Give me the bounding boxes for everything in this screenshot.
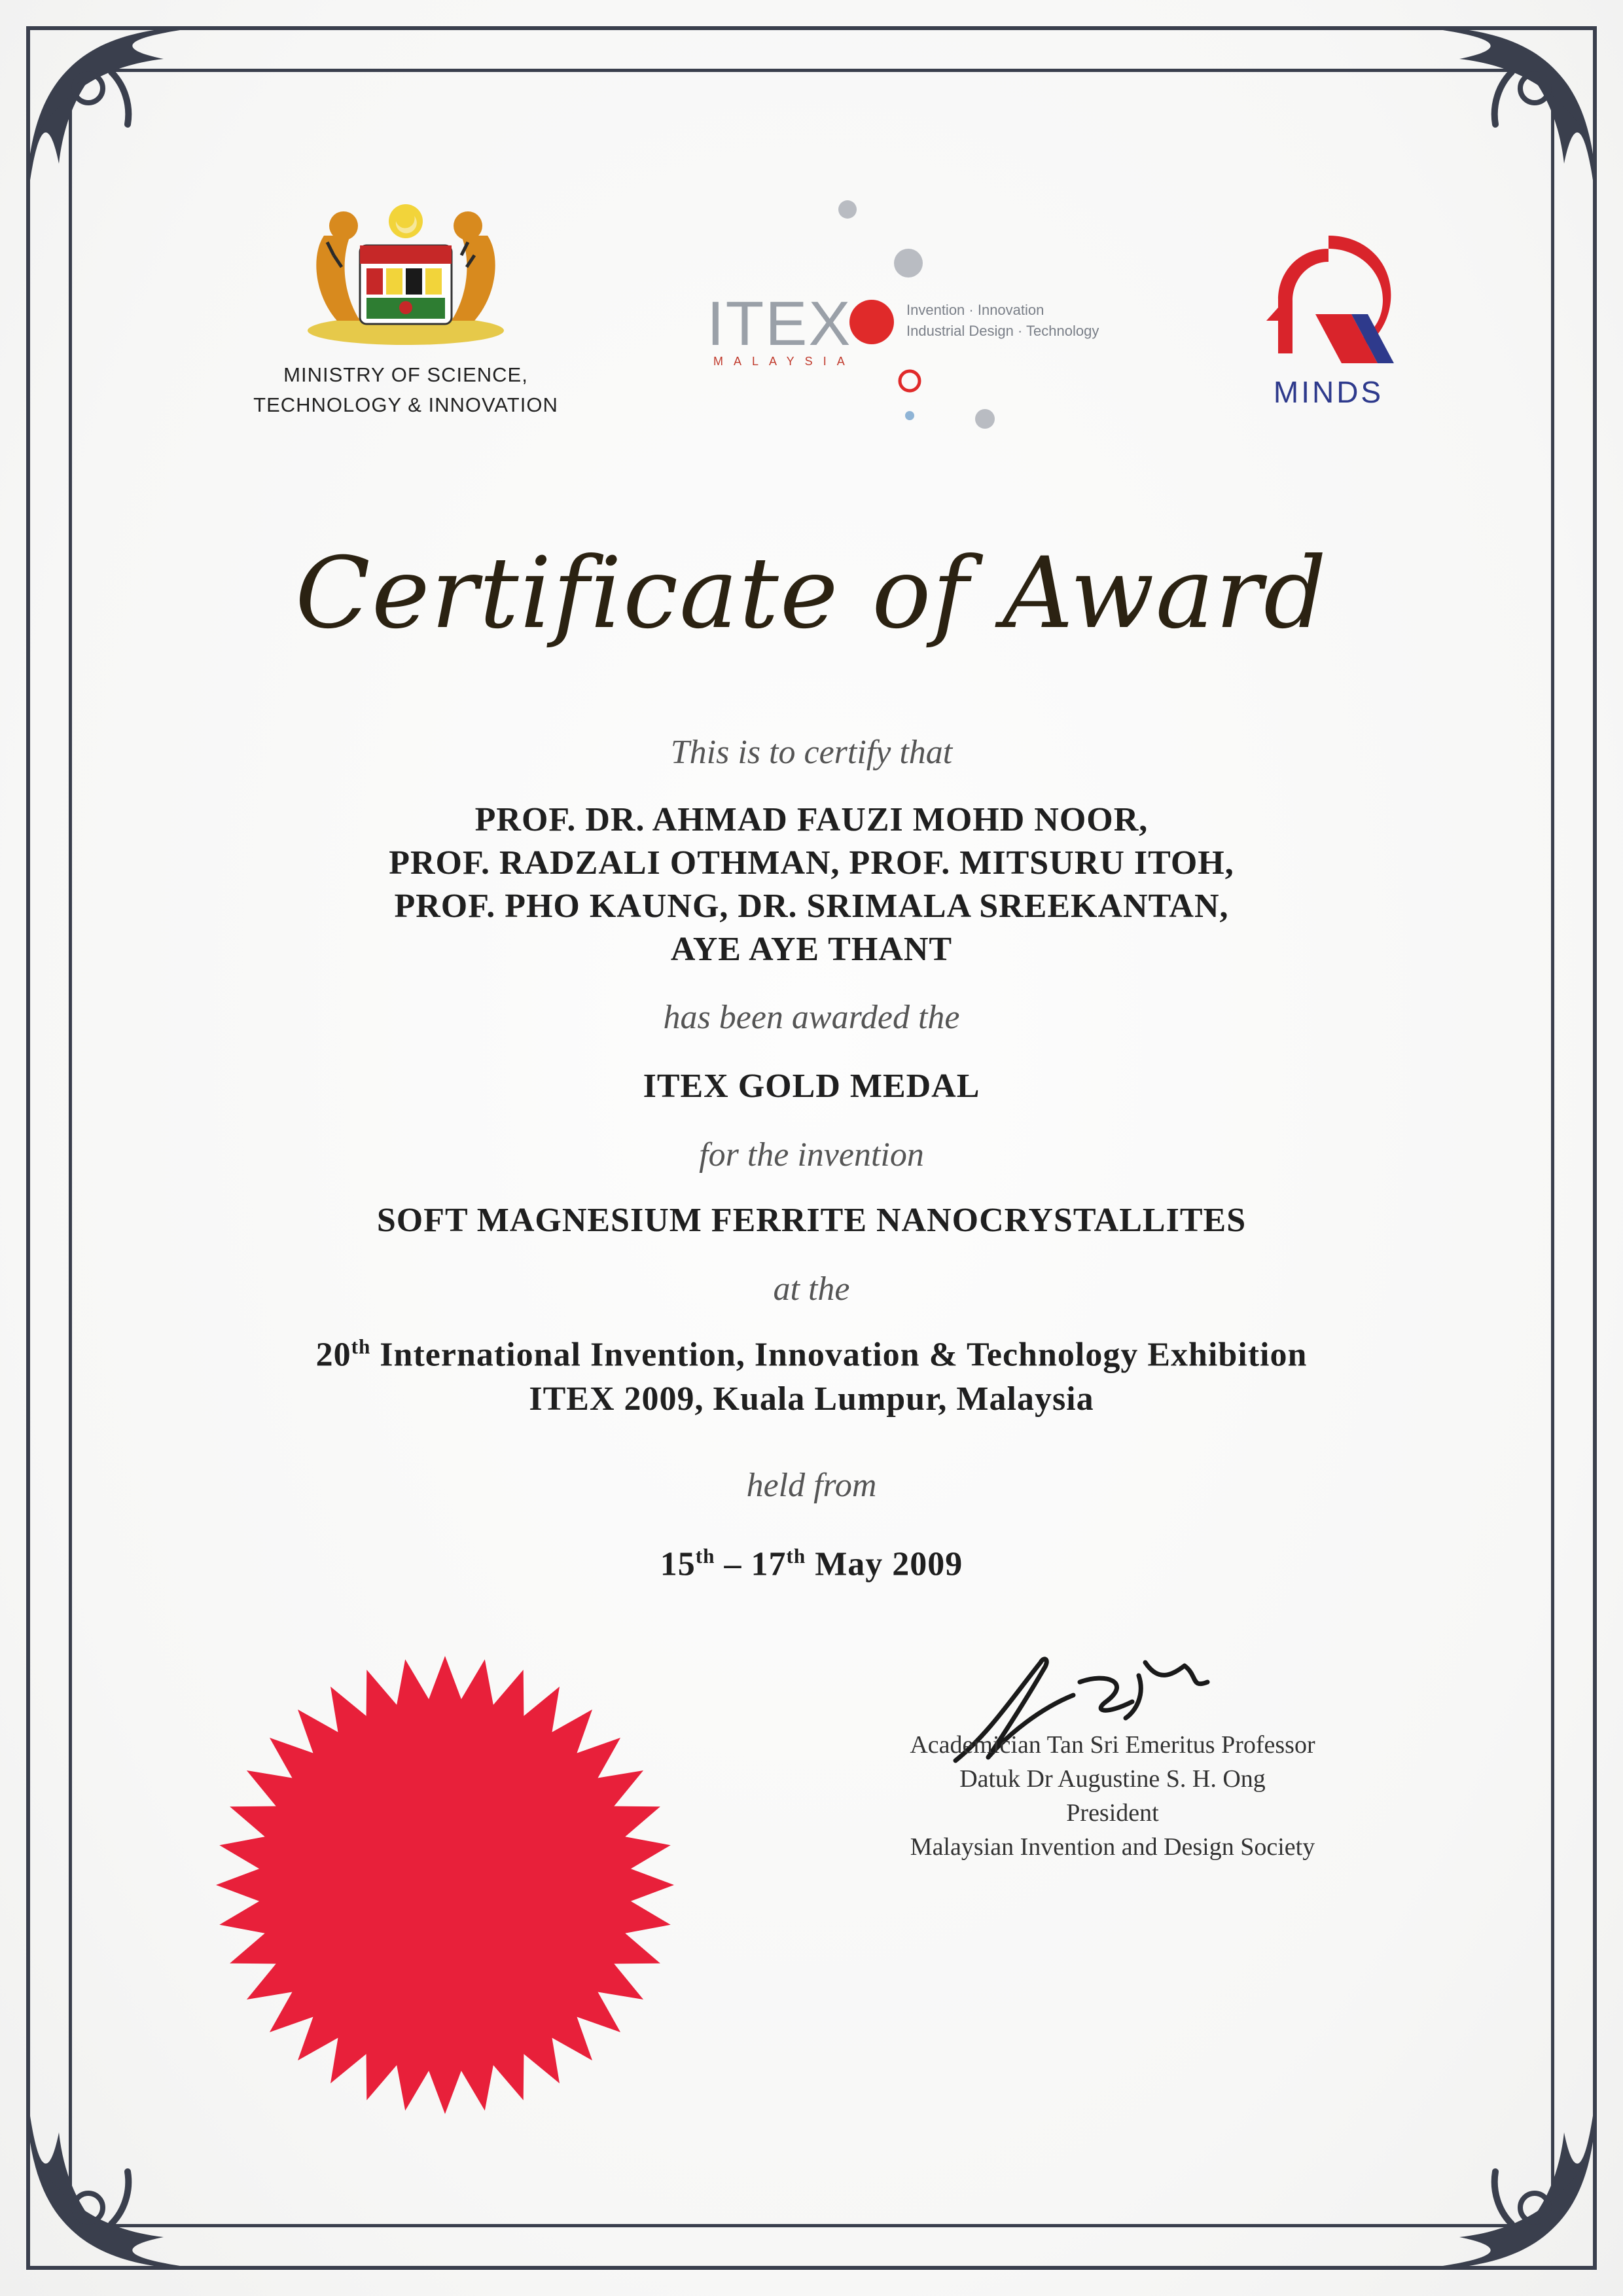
ministry-name-line2: TECHNOLOGY & INNOVATION [253, 393, 558, 416]
itex-tagline-2: Industrial Design · Technology [906, 323, 1099, 339]
date-separator: – [715, 1545, 751, 1583]
recipient-names [0, 798, 1623, 971]
signatory-organization: Malaysian Invention and Design Society [910, 1833, 1315, 1861]
signatory-name: Datuk Dr Augustine S. H. Ong [959, 1765, 1266, 1793]
starburst-seal-icon [209, 1649, 681, 2121]
date-end-suffix: th [786, 1545, 806, 1568]
at-phrase: at the [773, 1270, 850, 1308]
minds-head-icon [1253, 223, 1404, 380]
itex-logo [694, 190, 1165, 445]
held-phrase: held from [746, 1467, 877, 1504]
date-start-suffix: th [695, 1545, 715, 1568]
event-location: ITEX 2009, Kuala Lumpur, Malaysia [529, 1380, 1094, 1418]
itex-country: MALAYSIA [713, 355, 855, 368]
signatory-title: Academician Tan Sri Emeritus Professor [910, 1731, 1315, 1759]
event-title [0, 1335, 1623, 1374]
recipient-line: PROF. RADZALI OTHMAN, PROF. MITSURU ITOH, [389, 844, 1234, 882]
awarded-phrase: has been awarded the [663, 999, 960, 1036]
invention-name: SOFT MAGNESIUM FERRITE NANOCRYSTALLITES [376, 1202, 1247, 1239]
corner-ornament-bottom-right [1400, 2073, 1610, 2283]
signatory-block [844, 1728, 1381, 1864]
date-month-year: May 2009 [806, 1545, 963, 1583]
corner-ornament-bottom-left [13, 2073, 223, 2283]
red-seal [209, 1649, 681, 2121]
corner-ornament-top-left [13, 13, 223, 223]
event-name: International Invention, Innovation & Technology Exhibition [370, 1336, 1308, 1374]
coat-of-arms-icon [298, 196, 514, 353]
event-suffix: th [351, 1335, 371, 1358]
date-start-day: 15 [660, 1545, 696, 1583]
recipient-line: PROF. PHO KAUNG, DR. SRIMALA SREEKANTAN, [394, 888, 1229, 925]
ministry-name-line1: MINISTRY OF SCIENCE, [283, 363, 528, 386]
event-dates [0, 1545, 1623, 1583]
minds-wordmark: MINDS [1273, 375, 1384, 409]
ministry-logo [242, 196, 569, 420]
itex-tagline-1: Invention · Innovation [906, 302, 1044, 318]
invention-phrase: for the invention [699, 1136, 924, 1174]
corner-ornament-top-right [1400, 13, 1610, 223]
recipient-line: PROF. DR. AHMAD FAUZI MOHD NOOR, [474, 801, 1149, 838]
date-end-day: 17 [751, 1545, 787, 1583]
event-number: 20 [315, 1336, 351, 1374]
certificate-title: Certificate of Award [295, 537, 1328, 651]
itex-wordmark: ITEX [707, 289, 852, 359]
recipient-line: AYE AYE THANT [670, 931, 953, 968]
award-name: ITEX GOLD MEDAL [643, 1067, 980, 1105]
certify-phrase: This is to certify that [670, 734, 953, 771]
signatory-position: President [1066, 1799, 1159, 1827]
minds-logo [1243, 223, 1414, 425]
